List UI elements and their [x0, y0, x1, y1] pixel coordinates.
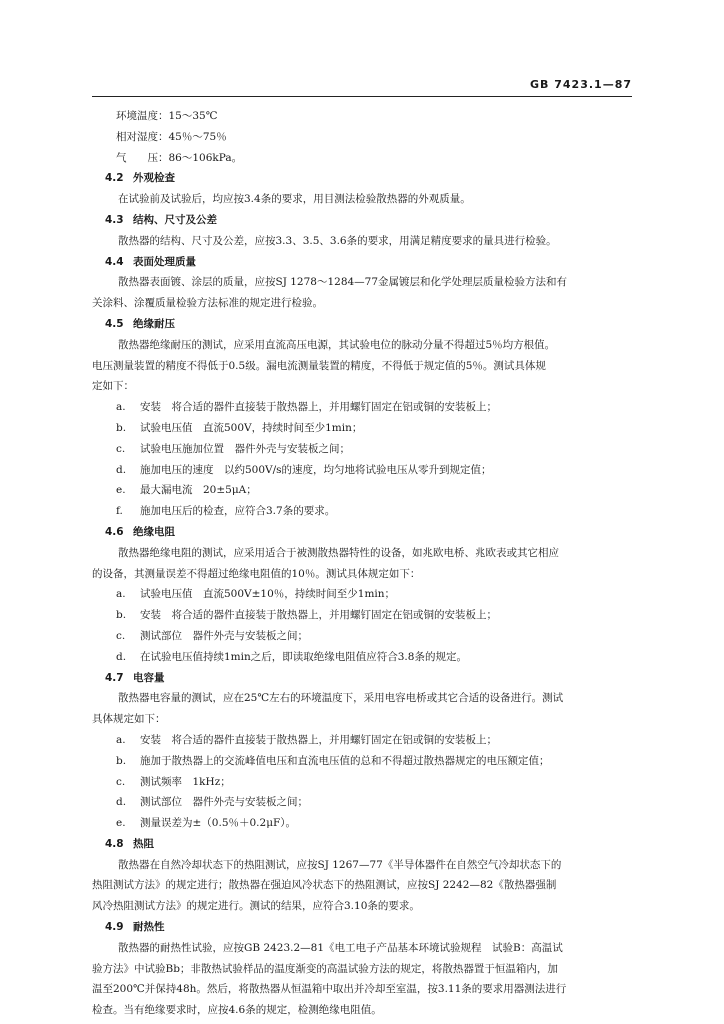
- section-number: 4.3: [105, 213, 124, 226]
- section-heading: [92, 210, 632, 231]
- list-item: [92, 418, 632, 439]
- list-marker: d.: [116, 463, 127, 476]
- paragraph-line: 具体规定如下：: [92, 713, 166, 726]
- list-item-text: 安装 将合适的器件直接装于散热器上，并用螺钉固定在铝或铜的安装板上；: [140, 401, 497, 414]
- section-title: 热阻: [133, 837, 154, 850]
- list-marker: a.: [116, 401, 126, 414]
- paragraph-line: 电压测量装置的精度不得低于0.5级。漏电流测量装置的精度，不得低于规定值的5％。测试具体规: [92, 359, 546, 372]
- section-heading: [92, 834, 632, 855]
- section-heading: [92, 917, 632, 938]
- paragraph-line: 相对湿度：45％～75％: [116, 130, 227, 143]
- paragraph-line: 环境温度：15～35℃: [116, 110, 218, 122]
- list-item: [92, 792, 632, 813]
- section-number: 4.4: [105, 255, 124, 268]
- list-marker: d.: [116, 796, 127, 809]
- list-marker: e.: [116, 817, 126, 830]
- list-marker: c.: [116, 442, 126, 455]
- list-marker: b.: [116, 421, 127, 434]
- list-item: [92, 460, 632, 481]
- paragraph-line: 散热器的耐热性试验，应按GB 2423.2—81《电工电子产品基本环境试验规程 试验B：高温试: [118, 941, 563, 954]
- document-body: [92, 106, 632, 1021]
- list-marker: a.: [116, 588, 126, 601]
- list-item-text: 测试频率 1kHz；: [140, 775, 231, 788]
- section-number: 4.8: [105, 837, 124, 850]
- paragraph-line: 在试验前及试验后，均应按3.4条的要求，用目测法检验散热器的外观质量。: [118, 193, 471, 206]
- list-item: [92, 501, 632, 522]
- section-title: 绝缘电阻: [133, 525, 175, 538]
- section-title: 结构、尺寸及公差: [133, 213, 217, 226]
- list-marker: b.: [116, 754, 127, 767]
- list-item-text: 在试验电压值持续1min之后，即读取绝缘电阻值应符合3.8条的规定。: [140, 650, 467, 663]
- section-title: 耐热性: [133, 921, 165, 934]
- paragraph-line: 散热器表面镀、涂层的质量，应按SJ 1278～1284—77金属镀层和化学处理层质量检验方法和有: [118, 276, 568, 289]
- list-marker: c.: [116, 629, 126, 642]
- list-item-text: 最大漏电流 20±5μA；: [140, 484, 257, 497]
- list-item: [92, 480, 632, 501]
- list-item: [92, 751, 632, 772]
- paragraph-line: 检查。当有绝缘要求时，应按4.6条的规定，检测绝缘电阻值。: [92, 1004, 382, 1017]
- list-item-text: 安装 将合适的器件直接装于散热器上，并用螺钉固定在铝或铜的安装板上；: [140, 733, 497, 746]
- paragraph-line: 验方法》中试验Bb；非散热试验样品的温度渐变的高温试验方法的规定，将散热器置于恒温箱内，加: [92, 962, 558, 975]
- list-item-text: 试验电压施加位置 器件外壳与安装板之间；: [140, 442, 350, 455]
- list-item: [92, 647, 632, 668]
- list-item-text: 施加于散热器上的交流峰值电压和直流电压值的总和不得超过散热器规定的电压额定值；: [140, 754, 550, 767]
- section-number: 4.2: [105, 172, 124, 185]
- section-title: 电容量: [133, 671, 165, 684]
- section-number: 4.7: [105, 671, 124, 684]
- list-item-text: 试验电压值 直流500V±10％，持续时间至少1min；: [140, 588, 396, 601]
- paragraph-line: 散热器的结构、尺寸及公差，应按3.3、3.5、3.6条的要求，用满足精度要求的量具进行检验。: [118, 234, 557, 247]
- section-title: 表面处理质量: [133, 255, 196, 268]
- list-marker: b.: [116, 609, 127, 622]
- section-number: 4.5: [105, 317, 124, 330]
- list-item-text: 测试部位 器件外壳与安装板之间；: [140, 629, 308, 642]
- list-item-text: 测试部位 器件外壳与安装板之间；: [140, 796, 308, 809]
- list-item-text: 试验电压值 直流500V，持续时间至少1min；: [140, 421, 363, 434]
- paragraph-line: 的设备，其测量误差不得超过绝缘电阻值的10％。测试具体规定如下：: [92, 567, 421, 580]
- list-item: [92, 439, 632, 460]
- paragraph-line: 关涂料、涂覆质量检验方法标准的规定进行检验。: [92, 297, 323, 310]
- list-item: [92, 626, 632, 647]
- list-item: [92, 605, 632, 626]
- paragraph-line: 散热器绝缘电阻的测试，应采用适合于被测散热器特性的设备，如兆欧电桥、兆欧表或其它相应: [118, 546, 559, 559]
- header-rule: [92, 96, 632, 97]
- paragraph-line: 定如下：: [92, 380, 134, 393]
- list-marker: d.: [116, 650, 127, 663]
- list-item: [92, 772, 632, 793]
- section-heading: [92, 252, 632, 273]
- section-title: 绝缘耐压: [133, 317, 175, 330]
- list-item: [92, 584, 632, 605]
- paragraph-line: 散热器电容量的测试，应在25℃左右的环境温度下，采用电容电桥或其它合适的设备进行。测试: [118, 692, 564, 705]
- section-heading: [92, 314, 632, 335]
- section-heading: [92, 668, 632, 689]
- list-item-text: 安装 将合适的器件直接装于散热器上，并用螺钉固定在铝或铜的安装板上；: [140, 609, 497, 622]
- standard-code: GB 7423.1—87: [530, 78, 632, 91]
- section-number: 4.6: [105, 525, 124, 538]
- paragraph-line: 温至200℃并保持48h。然后，将散热器从恒温箱中取出并冷却至室温，按3.11条的要求用器测法进行: [92, 983, 567, 996]
- list-item-text: 施加电压后的检查，应符合3.7条的要求。: [140, 505, 336, 518]
- list-item-text: 施加电压的速度 以约500V/s的速度，均匀地将试验电压从零升到规定值；: [140, 463, 492, 476]
- list-item: [92, 397, 632, 418]
- list-marker: a.: [116, 733, 126, 746]
- list-marker: c.: [116, 775, 126, 788]
- list-marker: e.: [116, 484, 126, 497]
- paragraph-line: 热阻测试方法》的规定进行；散热器在强迫风冷状态下的热阻测试，应按SJ 2242—82《散热器强制: [92, 879, 557, 892]
- section-title: 外观检查: [133, 172, 175, 185]
- paragraph-line: 散热器在自然冷却状态下的热阻测试，应按SJ 1267—77《半导体器件在自然空气冷却状态下的: [118, 858, 562, 871]
- paragraph-line: 散热器绝缘耐压的测试，应采用直流高压电源，其试验电位的脉动分量不得超过5％均方根值。: [118, 338, 556, 351]
- list-item-text: 测量误差为±（0.5％＋0.2μF）。: [140, 817, 297, 830]
- section-number: 4.9: [105, 921, 124, 934]
- list-marker: f.: [116, 505, 123, 518]
- list-item: [92, 730, 632, 751]
- paragraph-line: 风冷热阻测试方法》的规定进行。测试的结果，应符合3.10条的要求。: [92, 900, 420, 913]
- paragraph-line: 气 压：86～106kPa。: [116, 151, 243, 164]
- section-heading: [92, 168, 632, 189]
- section-heading: [92, 522, 632, 543]
- list-item: [92, 813, 632, 834]
